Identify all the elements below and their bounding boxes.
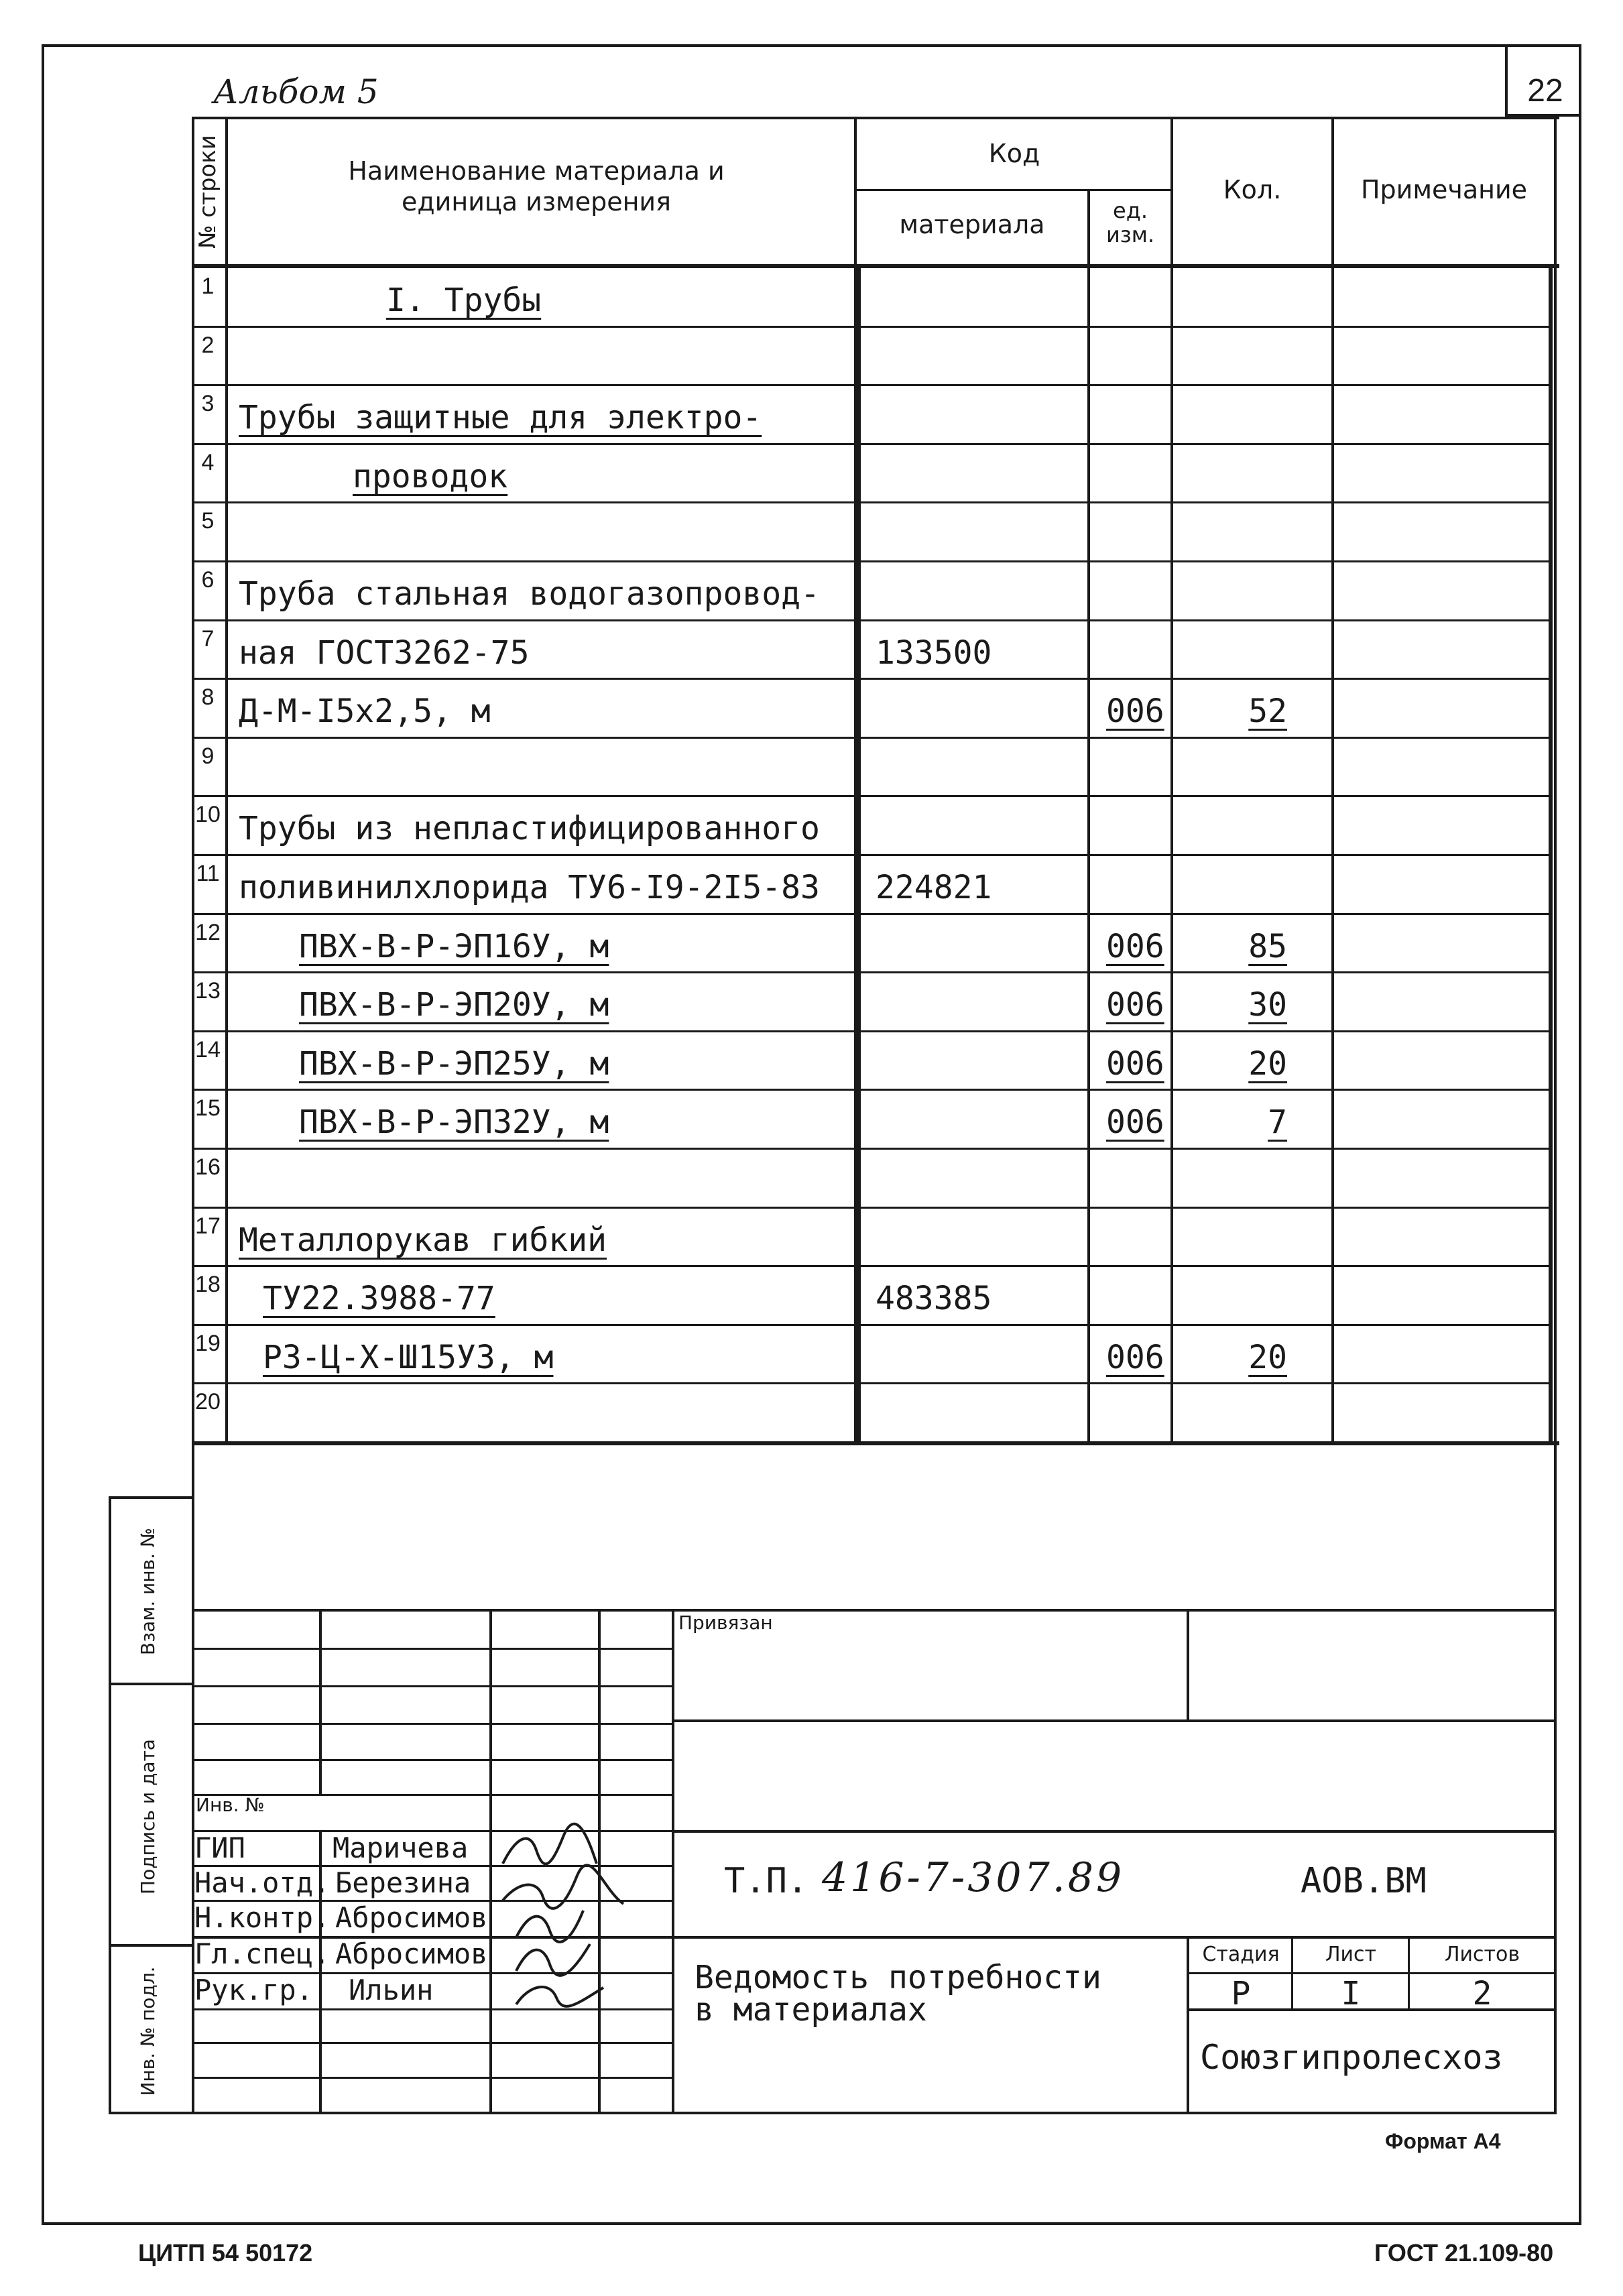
row-number: 12 <box>195 919 221 945</box>
staff-role-gip: ГИП <box>194 1831 245 1864</box>
row-quantity: 20 <box>1248 1044 1287 1083</box>
row-name: Д-М-I5х2,5, м <box>239 692 491 731</box>
doc-code: АОВ.ВМ <box>1301 1861 1427 1901</box>
row-name: I. Трубы <box>386 282 542 319</box>
row-unit-code: 006 <box>1106 692 1164 731</box>
row-number: 11 <box>196 861 220 886</box>
frame-top <box>42 44 1581 47</box>
frame-right <box>1579 44 1581 2225</box>
table-top <box>192 117 1559 119</box>
row-name: поливинилхлорида ТУ6-I9-2I5-83 <box>239 869 820 906</box>
row-divider <box>192 1089 1553 1091</box>
staff-name-gip: Маричева <box>333 1831 469 1864</box>
staff-role-rukgr: Рук.гр. <box>194 1974 314 2006</box>
org-name: Союзгипролесхоз <box>1200 2038 1503 2077</box>
staff-name-rukgr: Ильин <box>349 1974 434 2006</box>
row-name: проводок <box>353 457 508 495</box>
row-name: Трубы защитные для электро- <box>239 399 762 437</box>
row-divider <box>192 737 1553 739</box>
signatures <box>489 1810 644 2011</box>
staff-name-glspec: Абросимов <box>335 1937 488 1970</box>
row-number: 5 <box>201 508 215 534</box>
row-name: Металлорукав гибкий <box>239 1221 607 1259</box>
header-code-unit: ед. изм. <box>1105 198 1155 247</box>
frame-bottom <box>42 2222 1581 2225</box>
format-label: Формат А4 <box>1385 2129 1501 2153</box>
row-name: Труба стальная водогазопровод- <box>239 575 820 613</box>
row-divider <box>192 619 1553 621</box>
row-divider <box>192 913 1553 915</box>
row-divider <box>192 501 1553 503</box>
row-name: ная ГОСТ3262-75 <box>239 633 530 672</box>
row-name: Р3-Ц-Х-Ш15У3, м <box>263 1338 554 1376</box>
row-quantity: 20 <box>1248 1338 1287 1376</box>
row-divider <box>192 443 1553 445</box>
side-label-vzam: Взам. инв. № <box>137 1527 159 1656</box>
footer-right: ГОСТ 21.109-80 <box>1374 2239 1554 2267</box>
row-divider <box>192 854 1553 856</box>
header-name: Наименование материала и единица измерения <box>348 156 725 217</box>
header-qty: Кол. <box>1223 175 1282 204</box>
row-number: 18 <box>195 1272 221 1298</box>
row-name: ПВХ-В-Р-ЭП32У, м <box>299 1103 609 1142</box>
row-name: ТУ22.3988-77 <box>263 1280 495 1318</box>
row-name: Трубы из непластифицированного <box>239 810 820 848</box>
row-divider <box>192 1207 1553 1209</box>
row-number: 8 <box>201 684 215 711</box>
row-number: 9 <box>201 743 215 769</box>
doc-title-2: в материалах <box>695 1991 927 2029</box>
row-number: 19 <box>195 1330 221 1356</box>
frame-left <box>42 44 44 2225</box>
row-quantity: 30 <box>1248 986 1287 1024</box>
page-number: 22 <box>1527 73 1563 109</box>
header-note: Примечание <box>1360 175 1528 204</box>
row-divider <box>192 1148 1553 1150</box>
doc-title-1: Ведомость потребности <box>695 1959 1101 1996</box>
sheets-label: Листов <box>1444 1943 1520 1966</box>
row-unit-code: 006 <box>1106 1103 1164 1142</box>
row-number: 10 <box>195 802 221 828</box>
row-unit-code: 006 <box>1106 1044 1164 1083</box>
row-divider <box>192 678 1553 680</box>
header-bottom <box>192 264 1559 268</box>
row-divider <box>192 384 1553 386</box>
row-name: ПВХ-В-Р-ЭП20У, м <box>299 986 609 1024</box>
sheets-value: 2 <box>1472 1975 1492 2012</box>
staff-role-nach: Нач.отд. <box>194 1866 330 1899</box>
staff-role-nkontr: Н.контр. <box>194 1901 330 1934</box>
row-divider <box>192 795 1553 797</box>
row-divider <box>192 1324 1553 1326</box>
side-label-podpis: Подпись и дата <box>137 1739 159 1894</box>
row-number: 1 <box>201 274 215 299</box>
row-number: 13 <box>195 978 221 1004</box>
tp-prefix: Т.П. <box>724 1861 808 1901</box>
table-bottom <box>192 1441 1559 1445</box>
header-code-material: материала <box>899 210 1045 239</box>
row-quantity: 85 <box>1248 927 1287 965</box>
row-divider <box>192 1030 1553 1032</box>
row-divider <box>192 560 1553 562</box>
row-number: 7 <box>201 625 215 652</box>
row-unit-code: 006 <box>1106 986 1164 1024</box>
row-number: 3 <box>201 391 215 417</box>
row-divider <box>192 1265 1553 1267</box>
album-label: Альбом 5 <box>213 72 379 111</box>
inv-no-label: Инв. № <box>196 1794 265 1816</box>
stage-label: Стадия <box>1202 1943 1280 1966</box>
tp-number: 416-7-307.89 <box>822 1854 1125 1901</box>
row-material-code: 483385 <box>876 1280 992 1318</box>
row-number: 17 <box>195 1213 221 1239</box>
row-unit-code: 006 <box>1106 927 1164 965</box>
row-name: ПВХ-В-Р-ЭП25У, м <box>299 1044 609 1083</box>
header-code: Код <box>988 139 1040 168</box>
staff-name-nach: Березина <box>335 1866 471 1899</box>
header-row-no: № строки <box>194 135 221 249</box>
row-material-code: 224821 <box>876 869 992 906</box>
row-number: 20 <box>195 1389 221 1415</box>
row-divider <box>192 1382 1553 1384</box>
sheet-value: I <box>1341 1975 1361 2012</box>
row-number: 15 <box>195 1095 221 1122</box>
row-quantity: 52 <box>1248 692 1287 731</box>
row-number: 16 <box>195 1154 221 1180</box>
side-label-inv-podl: Инв. № подл. <box>137 1966 159 2096</box>
row-number: 6 <box>201 567 215 593</box>
row-divider <box>192 326 1553 328</box>
stage-value: Р <box>1231 1975 1251 2012</box>
privyazan-label: Привязан <box>678 1612 773 1634</box>
row-divider <box>192 971 1553 973</box>
footer-left: ЦИТП 54 50172 <box>138 2239 313 2267</box>
row-number: 4 <box>201 449 215 475</box>
staff-name-nkontr: Абросимов <box>335 1901 488 1934</box>
sheet-label: Лист <box>1325 1943 1377 1966</box>
row-number: 14 <box>195 1036 221 1063</box>
row-material-code: 133500 <box>876 633 992 672</box>
row-number: 2 <box>201 332 215 358</box>
staff-role-glspec: Гл.спец. <box>194 1937 330 1970</box>
row-name: ПВХ-В-Р-ЭП16У, м <box>299 927 609 965</box>
row-quantity: 7 <box>1268 1103 1287 1142</box>
row-unit-code: 006 <box>1106 1338 1164 1376</box>
